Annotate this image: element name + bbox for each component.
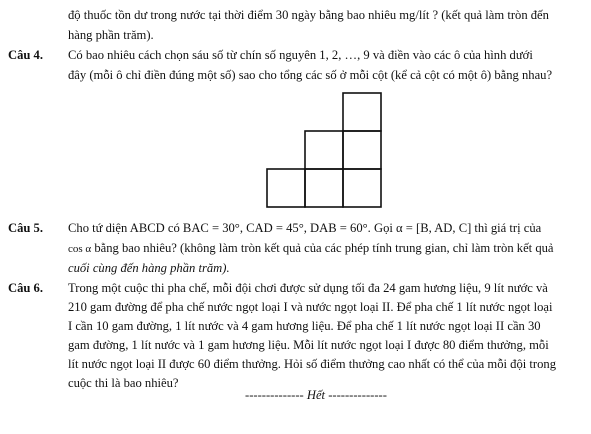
question-5-label: Câu 5. (8, 221, 43, 235)
intro-line-2: hàng phần trăm). (68, 28, 154, 42)
question-6-line: 210 gam đường để pha chế nước ngọt loại I và nước ngọt loại II. Để pha chế 1 lít nước ngọt loại (68, 300, 553, 314)
end-marker: -------------- Hết -------------- (245, 388, 387, 402)
question-6-line: Trong một cuộc thi pha chế, mỗi đội chơi được sử dụng tối đa 24 gam hương liệu, 9 lít nước và (68, 281, 548, 295)
question-5-line-1: Cho tứ diện ABCD có BAC = 30°, CAD = 45°, DAB = 60°. Gọi α = [B, AD, C] thì giá trị của (68, 221, 542, 235)
question-6-line: cuộc thi là bao nhiêu? (68, 376, 179, 390)
grid-cell (267, 169, 305, 207)
question-4-line-1: Có bao nhiêu cách chọn sáu số từ chín số nguyên 1, 2, …, 9 và điền vào các ô của hình dưới (68, 48, 533, 62)
grid-cell (343, 131, 381, 169)
grid-cell (305, 131, 343, 169)
question-5-line-2-text: bằng bao nhiêu? (không làm tròn kết quả của các phép tính trung gian, chỉ làm tròn kết quả (91, 241, 554, 255)
question-4-label: Câu 4. (8, 48, 43, 62)
grid-cell (305, 169, 343, 207)
question-6-line: lít nước ngọt loại II được 60 điểm thưởng. Hỏi số điểm thưởng cao nhất có thể của mỗi đội trong (68, 357, 556, 371)
question-4-line-2: đây (mỗi ô chỉ điền đúng một số) sao cho tổng các số ở mỗi cột (kể cả cột có một ô) bằng nhau? (68, 68, 553, 82)
question-5-line-3: cuối cùng đến hàng phần trăm). (68, 261, 230, 275)
intro-line-1: độ thuốc tồn dư trong nước tại thời điểm 30 ngày bằng bao nhiêu mg/lít ? (kết quả làm tròn đến (68, 8, 549, 22)
cos-alpha-expression: cos α (68, 243, 92, 255)
question-6-line: I cần 10 gam đường, 1 lít nước và 4 gam hương liệu. Để pha chế 1 lít nước ngọt loại II cần 30 (68, 319, 541, 333)
question-6-line: gam đường, 1 lít nước và 1 gam hương liệu. Mỗi lít nước ngọt loại I được 80 điểm thưởng, mỗi (68, 338, 549, 352)
question-5-line-2 (68, 241, 554, 257)
question-6-label: Câu 6. (8, 281, 43, 295)
grid-cell (343, 93, 381, 131)
grid-cell (343, 169, 381, 207)
